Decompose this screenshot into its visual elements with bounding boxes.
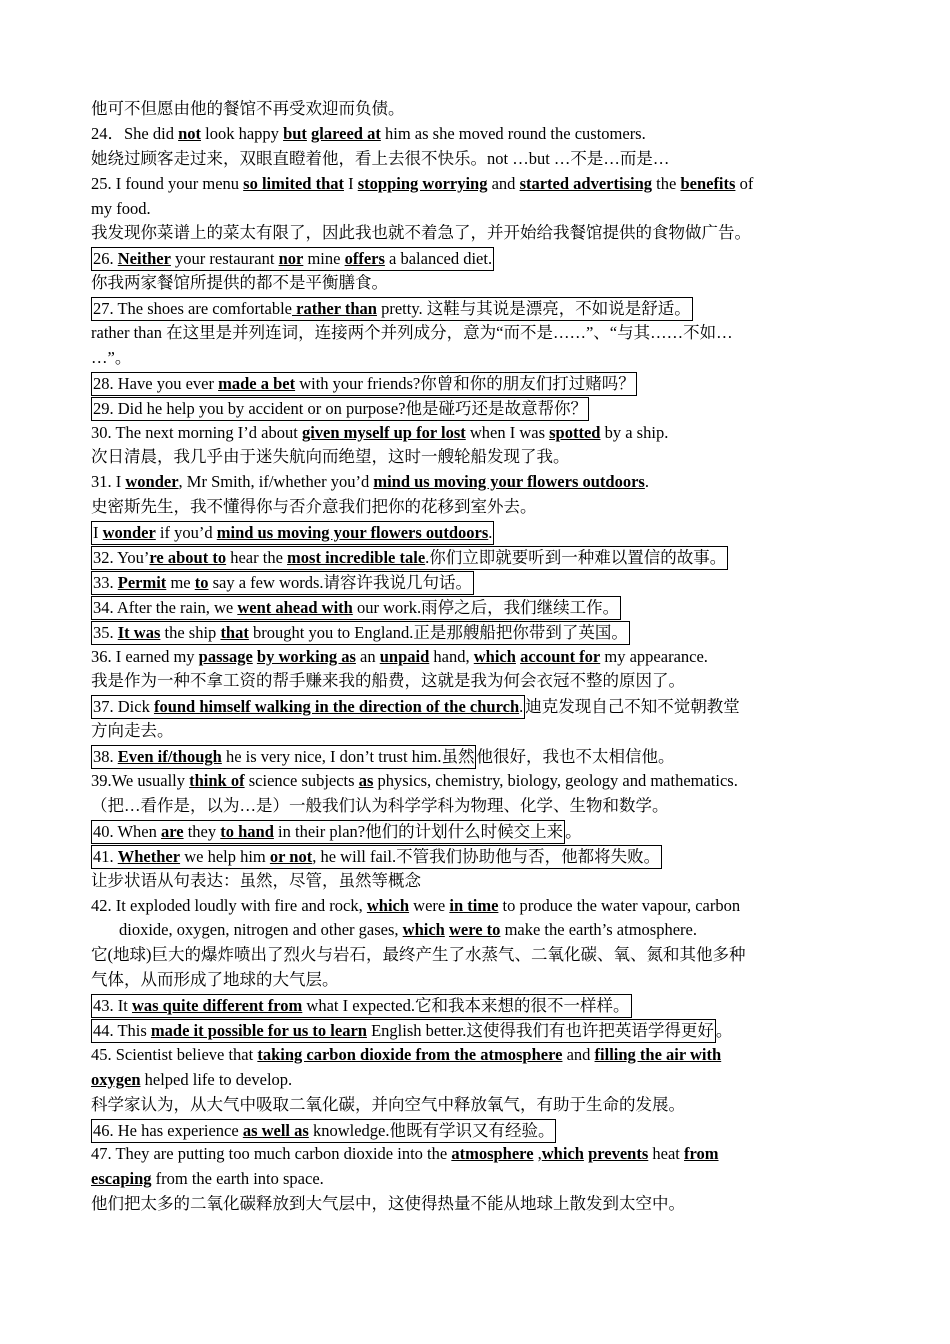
key-phrase: rather than xyxy=(292,299,377,319)
text-run: 33. xyxy=(93,572,118,592)
key-phrase: offers xyxy=(344,249,385,269)
text-run: me xyxy=(166,572,195,592)
text-run: 它(地球)巨大的爆炸喷出了烈火与岩石，最终产生了水蒸气、二氧化碳、氧、氮和其他多种 xyxy=(91,945,746,965)
text-run: a balanced diet. xyxy=(384,249,493,269)
key-phrase: prevents xyxy=(588,1144,649,1164)
text-line xyxy=(91,147,866,172)
text-line xyxy=(91,346,866,371)
key-phrase: stopping worrying xyxy=(357,173,488,193)
text-run: were xyxy=(409,895,450,915)
text-run: 次日清晨，我几乎由于迷失航向而绝望，这时一艘轮船发现了我。 xyxy=(91,447,570,467)
key-phrase: think of xyxy=(189,771,245,791)
key-phrase: made it possible for us to learn xyxy=(150,1020,367,1040)
text-run: the ship xyxy=(160,622,221,642)
text-run: 气体，从而形成了地球的大气层。 xyxy=(91,970,339,990)
text-line xyxy=(91,645,866,670)
key-phrase: most incredible tale xyxy=(287,548,426,568)
text-run: look happy xyxy=(201,123,284,143)
text-run: mine xyxy=(303,249,345,269)
text-run: 他很好，我也不太相信他。 xyxy=(476,747,675,767)
key-phrase: glareed at xyxy=(311,123,381,143)
text-run: 他可不但愿由他的餐馆不再受欢迎而负债。 xyxy=(91,99,405,118)
key-phrase: Neither xyxy=(117,249,171,269)
text-run: 32. You’ xyxy=(93,548,150,568)
text-run: and xyxy=(562,1044,595,1064)
text-run: the xyxy=(652,173,681,193)
key-phrase: wonder xyxy=(125,472,179,492)
text-run: 你我两家餐馆所提供的都不是平衡膳食。 xyxy=(91,273,388,293)
boxed-sentence xyxy=(91,297,693,321)
key-phrase: Whether xyxy=(117,846,181,866)
text-line xyxy=(91,894,866,919)
key-phrase: so limited that xyxy=(243,173,344,193)
text-line xyxy=(91,246,866,271)
key-phrase: by working as xyxy=(256,646,356,666)
text-line xyxy=(91,1093,866,1118)
text-line xyxy=(91,97,866,122)
text-run: if you’d xyxy=(155,523,217,543)
text-run: from the earth into space. xyxy=(151,1169,324,1189)
text-run: 38. xyxy=(93,747,118,767)
text-run: what I expected.它和我本来想的很不一样样。 xyxy=(302,996,630,1016)
text-run: 25. I found your menu xyxy=(91,173,244,193)
boxed-sentence xyxy=(91,820,565,844)
text-run: 42. It exploded loudly with fire and rock, xyxy=(91,895,367,915)
text-line xyxy=(91,371,866,396)
text-run: 35. xyxy=(93,622,118,642)
boxed-sentence xyxy=(91,845,662,869)
text-run: hand, xyxy=(429,646,474,666)
key-phrase: which xyxy=(541,1144,584,1164)
text-run: him as she moved round the customers. xyxy=(380,123,646,143)
key-phrase: spotted xyxy=(549,422,601,442)
key-phrase: in time xyxy=(449,895,499,915)
text-line xyxy=(91,943,866,968)
text-run: and xyxy=(487,173,520,193)
text-line xyxy=(91,445,866,470)
text-line xyxy=(91,719,866,744)
text-run: 27. The shoes are comfortable xyxy=(93,299,292,319)
text-run: 他们把太多的二氧化碳释放到大气层中，这使得热量不能从地球上散发到太空中。 xyxy=(91,1194,685,1214)
text-run: 24．She did xyxy=(91,123,179,143)
key-phrase: are xyxy=(160,821,184,841)
text-run: 44. This xyxy=(93,1020,151,1040)
text-line xyxy=(91,296,866,321)
key-phrase: was quite different from xyxy=(131,996,303,1016)
boxed-sentence xyxy=(91,571,474,595)
text-run: to produce the water vapour, carbon xyxy=(498,895,741,915)
key-phrase: which xyxy=(366,895,410,915)
text-run: 26. xyxy=(93,249,118,269)
text-run: 方向走去。 xyxy=(91,721,174,741)
text-run: pretty. 这鞋与其说是漂亮，不如说是舒适。 xyxy=(376,299,691,319)
text-run: . xyxy=(644,472,649,492)
key-phrase: which xyxy=(402,920,445,940)
text-run: 28. Have you ever xyxy=(93,373,219,393)
key-phrase: passage xyxy=(198,646,253,666)
text-run: our work.雨停之后，我们继续工作。 xyxy=(352,597,620,617)
text-run: .你们立即就要听到一种难以置信的故事。 xyxy=(425,548,727,568)
key-phrase: atmosphere xyxy=(451,1144,534,1164)
key-phrase: made a bet xyxy=(218,373,296,393)
text-run: we help him xyxy=(180,846,270,866)
text-run: 43. It xyxy=(93,996,132,1016)
text-run: with your friends?你曾和你的朋友们打过赌吗？ xyxy=(295,373,635,393)
text-run: physics, chemistry, biology, geology and mathematics. xyxy=(373,771,738,791)
key-phrase: nor xyxy=(278,249,304,269)
text-run: …”。 xyxy=(91,347,132,367)
text-line xyxy=(91,1142,866,1167)
text-run: 30. The next morning I’d about xyxy=(91,422,302,442)
text-run: 39.We usually xyxy=(91,771,190,791)
text-line xyxy=(91,570,866,595)
text-run: 她绕过顾客走过来，双眼直瞪着他，看上去很不快乐。not …but …不是…而是… xyxy=(91,148,670,168)
text-line xyxy=(91,321,866,346)
text-run: 科学家认为，从大气中吸取二氧化碳，并向空气中释放氧气，有助于生命的发展。 xyxy=(91,1094,685,1114)
text-run: 让步状语从句表达：虽然，尽管，虽然等概念 xyxy=(91,870,421,890)
boxed-sentence xyxy=(91,397,589,421)
key-phrase: but xyxy=(283,123,307,143)
key-phrase: to xyxy=(194,572,209,592)
text-line xyxy=(91,520,866,545)
key-phrase: wonder xyxy=(102,523,156,543)
text-line xyxy=(91,993,866,1018)
text-run: 40. When xyxy=(93,821,161,841)
text-run: 我发现你菜谱上的菜太有限了，因此我也就不着急了，并开始给我餐馆提供的食物做广告。 xyxy=(91,223,751,243)
boxed-sentence xyxy=(91,994,632,1018)
text-run: 31. I xyxy=(91,472,126,492)
key-phrase: benefits xyxy=(680,173,736,193)
text-line xyxy=(91,1167,866,1192)
text-line xyxy=(91,470,866,495)
text-line xyxy=(91,421,866,446)
key-phrase: that xyxy=(220,622,249,642)
text-run: 45. Scientist believe that xyxy=(91,1044,258,1064)
text-run: 29. Did he help you by accident or on purpose?他是碰巧还是故意帮你？ xyxy=(93,398,588,418)
text-run: dioxide, oxygen, nitrogen and other gases, xyxy=(119,920,403,940)
key-phrase: re about to xyxy=(149,548,227,568)
key-phrase: escaping xyxy=(91,1169,152,1189)
boxed-sentence xyxy=(91,521,494,545)
boxed-sentence xyxy=(91,546,728,570)
text-run: . xyxy=(519,697,524,717)
key-phrase: to hand xyxy=(220,821,274,841)
text-line xyxy=(91,819,866,844)
text-line xyxy=(91,620,866,645)
key-phrase: not xyxy=(178,123,202,143)
key-phrase: filling the air with xyxy=(594,1044,722,1064)
text-run: in their plan?他们的计划什么时候交上来 xyxy=(273,821,564,841)
text-line xyxy=(91,844,866,869)
text-run: when I was xyxy=(465,422,550,442)
text-line xyxy=(91,1118,866,1143)
text-run: , xyxy=(533,1144,542,1164)
text-line xyxy=(91,769,866,794)
text-run: hear the xyxy=(226,548,288,568)
text-line xyxy=(91,1043,866,1068)
text-run: 34. After the rain, we xyxy=(93,597,238,617)
key-phrase: unpaid xyxy=(379,646,430,666)
text-run: 36. I earned my xyxy=(91,646,199,666)
text-line xyxy=(91,545,866,570)
text-run: rather than 在这里是并列连词，连接两个并列成分，意为“而不是……”、“与其……不如… xyxy=(91,323,733,343)
boxed-sentence xyxy=(91,372,637,396)
key-phrase: given myself up for lost xyxy=(301,422,466,442)
boxed-sentence xyxy=(91,1119,556,1143)
text-line xyxy=(91,918,866,943)
text-run: helped life to develop. xyxy=(140,1069,293,1089)
boxed-sentence xyxy=(91,247,494,271)
boxed-sentence xyxy=(91,621,630,645)
key-phrase: account for xyxy=(520,646,601,666)
text-run: 37. Dick xyxy=(93,697,154,717)
key-phrase: Permit xyxy=(117,572,167,592)
text-run: I xyxy=(93,523,103,543)
text-run: 。 xyxy=(715,1020,733,1040)
text-run: they xyxy=(183,821,221,841)
text-run: your restaurant xyxy=(170,249,279,269)
text-run: knowledge.他既有学识又有经验。 xyxy=(308,1120,555,1140)
text-run: he is very nice, I don’t trust him.虽然 xyxy=(221,747,475,767)
text-run: English better.这使得我们有也许把英语学得更好 xyxy=(366,1020,714,1040)
text-run: , he will fail.不管我们协助他与否，他都将失败。 xyxy=(312,846,661,866)
boxed-sentence xyxy=(91,596,621,620)
text-line xyxy=(91,595,866,620)
key-phrase: mind us moving your flowers outdoors xyxy=(373,472,645,492)
text-line xyxy=(91,1018,866,1043)
key-phrase: started advertising xyxy=(519,173,653,193)
text-line xyxy=(91,794,866,819)
text-run: , Mr Smith, if/whether you’d xyxy=(178,472,374,492)
boxed-sentence xyxy=(91,745,476,769)
text-line xyxy=(91,1192,866,1217)
text-run: my appearance. xyxy=(600,646,708,666)
key-phrase: mind us moving your flowers outdoors xyxy=(216,523,489,543)
text-run: I xyxy=(344,173,358,193)
text-line xyxy=(91,1068,866,1093)
text-run: make the earth’s atmosphere. xyxy=(500,920,697,940)
text-run: 41. xyxy=(93,846,118,866)
boxed-sentence xyxy=(91,695,525,719)
key-phrase: went ahead with xyxy=(237,597,353,617)
text-run: 47. They are putting too much carbon dioxide into the xyxy=(91,1144,452,1164)
text-run: . xyxy=(488,523,493,543)
key-phrase: taking carbon dioxide from the atmosphere xyxy=(257,1044,563,1064)
text-run: 我是作为一种不拿工资的帮手赚来我的船费，这就是我为何会衣冠不整的原因了。 xyxy=(91,671,685,691)
key-phrase: It was xyxy=(117,622,161,642)
text-run: 46. He has experience xyxy=(93,1120,243,1140)
text-run: heat xyxy=(648,1144,685,1164)
text-run: of xyxy=(735,173,754,193)
key-phrase: as xyxy=(358,771,374,791)
text-line xyxy=(91,669,866,694)
key-phrase: oxygen xyxy=(91,1069,141,1089)
text-line xyxy=(91,172,866,197)
text-line xyxy=(91,968,866,993)
text-run: 迪克发现自己不知不觉朝教堂 xyxy=(525,697,740,717)
text-run: say a few words.请容许我说几句话。 xyxy=(208,572,472,592)
key-phrase: or not xyxy=(269,846,313,866)
text-line xyxy=(91,495,866,520)
text-line xyxy=(91,122,866,147)
boxed-sentence xyxy=(91,1019,716,1043)
text-run: an xyxy=(355,646,380,666)
text-line xyxy=(91,221,866,246)
document-page xyxy=(91,97,866,1217)
key-phrase: were to xyxy=(448,920,501,940)
text-run: brought you to England.正是那艘船把你带到了英国。 xyxy=(248,622,628,642)
text-run: 。 xyxy=(565,821,582,841)
text-line xyxy=(91,869,866,894)
key-phrase: from xyxy=(684,1144,719,1164)
text-run: 史密斯先生，我不懂得你与否介意我们把你的花移到室外去。 xyxy=(91,497,537,517)
text-run: （把…看作是，以为…是）一般我们认为科学学科为物理、化学、生物和数学。 xyxy=(91,795,669,815)
key-phrase: as well as xyxy=(242,1120,309,1140)
text-run: my food. xyxy=(91,198,151,218)
key-phrase: which xyxy=(473,646,516,666)
text-line xyxy=(91,197,866,222)
text-line xyxy=(91,271,866,296)
text-line xyxy=(91,396,866,421)
text-run: science subjects xyxy=(244,771,359,791)
key-phrase: found himself walking in the direction of the church xyxy=(153,697,520,717)
key-phrase: Even if/though xyxy=(117,747,222,767)
text-line xyxy=(91,744,866,769)
text-run: by a ship. xyxy=(600,422,669,442)
text-line xyxy=(91,694,866,719)
